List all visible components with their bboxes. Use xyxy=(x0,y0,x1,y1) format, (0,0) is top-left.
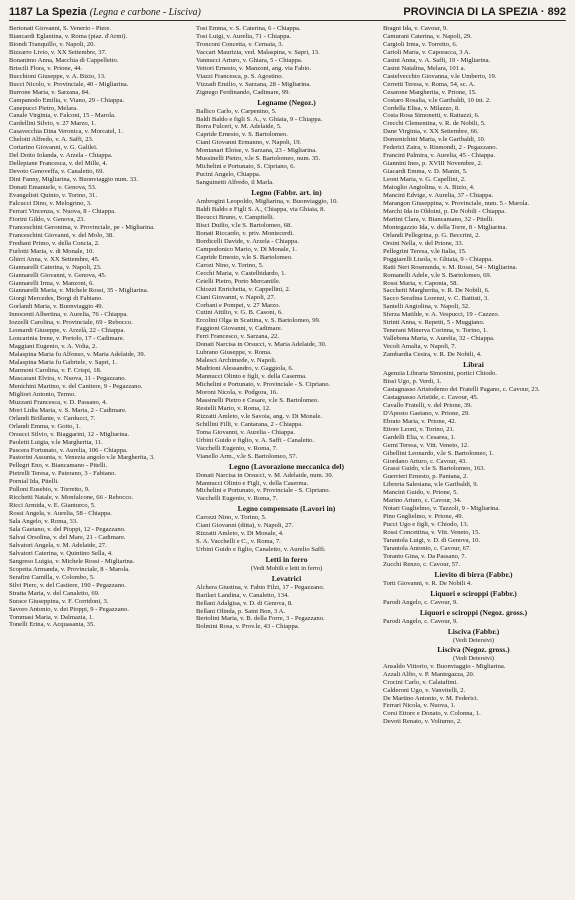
directory-entry: Canepucci Pietro, Melara. xyxy=(9,104,78,112)
directory-entry: Castagnasso Aristide, c. Cavour, 45. xyxy=(383,393,479,401)
directory-entry: Rossi Angela, v. Aurelia, 58 - Chiappa. xyxy=(9,510,112,518)
directory-entry: Vallebona Maria, v. Aurelia, 32 - Chiappa. xyxy=(383,335,495,343)
directory-entry: Mussinelli Pietro, v.le S. Bartolomeo, num. 35. xyxy=(196,155,321,163)
directory-entry: Vannucci Arturo, v. Ghiara, 5 - Chiappa. xyxy=(196,56,303,64)
directory-entry: Campanodo Emilia, v. Viano, 29 - Chiappa. xyxy=(9,96,125,104)
directory-entry: Michelini e Portunato, v. Provinciale - S. Cipriano. xyxy=(196,487,331,495)
directory-entry: Tarantola Antonio, c. Cavour, 67. xyxy=(383,545,471,552)
section-note: (Vedi Detersivi) xyxy=(453,655,494,663)
directory-entry: Cargioli Irma, v. Torretto, 6. xyxy=(383,40,458,48)
directory-entry: Serafini Camilla, v. Colombo, 5. xyxy=(9,573,95,581)
directory-entry: Dane Virginia, v. XX Settembre, 66. xyxy=(383,128,479,136)
directory-entry: Becucci Bruno, v. Campitelli. xyxy=(196,214,275,222)
directory-entry: Vacchelli Eugenio, v. Roma, 7. xyxy=(196,495,278,503)
directory-entry: Chelotti Alfredo, v. A. Saffi, 23. xyxy=(9,136,94,144)
directory-entry: Briscili Flora, v. Prione, 44. xyxy=(9,64,83,72)
directory-entry: Strinti Anna, v. Repetti, 5 - Muggiano. xyxy=(383,319,485,327)
directory-entry: Ciani Giovanni Ermanno, v. Napoli, 19. xyxy=(196,139,302,147)
directory-entry: Notari Guglielmo, v. Tazzoli, 9 - Migliarina. xyxy=(383,505,500,513)
directory-entry: Carozi Nino, v. Torino, 5. xyxy=(196,261,264,269)
directory-entry: Martini Clara, v. Biancamano, 32 - Pitelli. xyxy=(383,215,494,223)
directory-entry: Bonati Riccardo, v. priv. Montecerdi. xyxy=(196,229,295,237)
directory-entry: Bertolini Maria, v. B. della Forre, 3 - Pegazzano. xyxy=(196,615,325,623)
directory-entry: Tonelli Erina, v. Acquasanta, 35. xyxy=(9,621,95,629)
city-name: La Spezia xyxy=(35,6,87,18)
directory-entry: Salvai Orsolina, v. del Mare, 21 - Cadimare. xyxy=(9,534,126,541)
directory-entry: Baldi Baldo e figli S. A., v. Ghiaia, 9 - Chiappa. xyxy=(196,115,323,123)
directory-entry: Savoro Antonio, v. dei Pioppi, 9 - Pegazzano. xyxy=(9,605,129,613)
directory-entry: Giordano Arturo, c. Cavour, 43. xyxy=(383,457,467,465)
directory-entry: Federici Zaira, v. Rismondi, 2 - Pegazzano. xyxy=(383,144,498,152)
header-left xyxy=(9,6,201,18)
directory-entry: Carioli Maria, v. Caporacca, 3 A. xyxy=(383,48,471,56)
directory-entry: Maggiani Eugenio, v. A. Volta, 2. xyxy=(9,343,97,351)
directory-entry: Cortarino Giovanni, v. G. Galilei. xyxy=(9,144,98,152)
directory-entry: Restelli Mario, v. Roma, 12. xyxy=(196,404,271,412)
directory-entry: Fiorini Gildo, v. Genova, 23. xyxy=(9,215,86,223)
directory-entry: Sacco Serafina Lorenzi, v. C. Battisti, 3. xyxy=(383,295,489,303)
directory-entry: Mannucci Olinto e Figli, v. della Caserma. xyxy=(196,479,309,487)
directory-entry: Iozzelli Carolina, v. Provinciale, 69 - Rebocco. xyxy=(9,319,133,327)
directory-entry: Giannarelli Irma, v. Manzoni, 6. xyxy=(9,279,94,287)
directory-entry: Bucchioni Giuseppe, v. A. Bizio, 13. xyxy=(9,72,106,80)
directory-entry: Scopetta Armanda, v. Provinciale, 8 - Marola. xyxy=(9,565,130,573)
column-1 xyxy=(9,25,190,726)
directory-entry: Tenerani Minerva Corinna, v. Torino, 1. xyxy=(383,327,488,335)
directory-entry: Mancini Edvige, v. Aurelia, 37 - Chiappa. xyxy=(383,192,494,200)
directory-entry: Innocenti Albertina, v. Aurelia, 76 - Chiappa. xyxy=(9,311,128,319)
directory-entry: S. A. Vacchelli e C., v. Roma, 7. xyxy=(196,538,281,546)
directory-entry: Sala Gaetano, v. del Pioppi, 12 - Pegazzano. xyxy=(9,526,126,534)
directory-entry: Bisci Duilio, v.le S. Bartolomeo, 68. xyxy=(196,221,292,229)
directory-entry: Francini Palmira, v. Aurelia, 45 - Chiappa. xyxy=(383,152,496,160)
directory-entry: Azzali Alfio, v. P. Mantegazza, 20. xyxy=(383,670,475,678)
directory-entry: Urbini Guido e figlio, Canaletto, v. Aurelio Saffi. xyxy=(196,546,326,554)
directory-entry: Rossi Concettina, v. Vitt. Veneto, 15. xyxy=(383,529,481,537)
directory-entry: Leoni Maria, v. G. Capellini, 2. xyxy=(383,176,466,184)
directory-entry: Dini Fanny, Migliarina, v. Buonviaggio num. 33. xyxy=(9,176,138,184)
directory-entry: Pornial Ida, Pitelli. xyxy=(9,478,59,486)
directory-entry: Malesci Archimede, v. Napoli. xyxy=(196,357,277,365)
directory-entry: Furlotti Maria, v. di Monale, 10. xyxy=(9,247,95,255)
directory-entry: Rizzatti Amleto, v. Di Monale, 4. xyxy=(196,530,284,538)
directory-entry: Vizzadi Emilio, v. Sarzana, 28 - Migliarina. xyxy=(196,80,311,88)
directory-entry: Vettori Ernesto, v. Manzoni, ang. via Fabio. xyxy=(196,64,312,72)
directory-entry: Gorlandi Maria, v. Buonviaggio 49. xyxy=(9,303,104,311)
directory-entry: Costa Rosa Simonetti, v. Rattazzi, 6. xyxy=(383,112,480,120)
directory-entry: Del Dotto Iolanda, v. Arzela - Chiappa. xyxy=(9,152,113,160)
directory-entry: Giannarelli Maria, v. Michele Rossi, 35 - Migliarina. xyxy=(9,287,149,295)
directory-entry: Santelli Angiolina, v. Napoli, 32. xyxy=(383,303,470,311)
directory-entry: Casini Natalina, Melara, 101 a. xyxy=(383,64,466,72)
directory-entry: Franceschini Giovanni, v. del Molo, 38. xyxy=(9,231,114,239)
directory-entry: Devoto Genoveffa, v. Canaletto, 69. xyxy=(9,168,105,176)
directory-entry: Borra Fulceri, v. M. Adelaide, 5. xyxy=(196,123,282,131)
section-heading: Legno (Fabbr. art. in) xyxy=(251,188,322,198)
directory-entry: Agenzia Libraria Simonini, portici Chiodo. xyxy=(383,370,497,378)
directory-entry: Orlandi Emma, v. Goito, 1. xyxy=(9,422,81,430)
directory-entry: Cutini Attilio, v. G. B. Casoni, 6. xyxy=(196,309,283,317)
directory-entry: Ansaldo Vittorio, v. Buonviaggio - Migliarina. xyxy=(383,662,506,670)
directory-entry: Castagnasso Aristodemo dei Fratelli Pagano, c. Cavour, 23. xyxy=(383,385,540,393)
directory-entry: Tosi Emma, v. S. Caterina, 6 - Chiappa. xyxy=(196,25,301,32)
directory-entry: Vacchelli Eugenio, v. Roma, 7. xyxy=(196,444,278,452)
section-heading: Liquori e sciroppi (Fabbr.) xyxy=(430,588,517,598)
directory-entry: Surace Giuseppina, v. F. Corridoni, 3. xyxy=(9,597,109,605)
directory-entry: Chiozzi Enrichetta, v. Cappellini, 2. xyxy=(196,285,291,293)
directory-entry: Orlandi Brillante, v. Carducci, 7. xyxy=(9,414,96,422)
directory-entry: Gibellini Leonardo, v.le S. Bartolomeo, 1. xyxy=(383,449,494,457)
page-number: 1187 xyxy=(9,6,33,18)
directory-entry: Ciani Giovanni (ditta), v. Napoli, 27. xyxy=(196,522,294,530)
directory-entry: Pulloni Eusebio, v. Torretto, 9. xyxy=(9,486,90,494)
directory-entry: Barilari Landina, v. Canaletto, 134. xyxy=(196,591,289,599)
directory-entry: Corsi Ettore e Donato, v. Colonna, 1. xyxy=(383,710,481,718)
directory-entry: Madrioni Alessandro, v. Gaggiola, 6. xyxy=(196,365,294,373)
header-right: PROVINCIA DI LA SPEZIA · 892 xyxy=(403,6,566,18)
province-title: PROVINCIA DI LA SPEZIA xyxy=(403,6,538,18)
directory-entry: Ratti Neri Rosmunda, v. M. Rossi, 54 - Migliarina. xyxy=(383,263,518,271)
directory-entry: Donati Narcisa in Orsucci, v. M. Adelaide, num. 30. xyxy=(196,471,334,479)
directory-entry: Mori Lidia Maria, v. S. Maria, 2 - Cadimare. xyxy=(9,406,127,414)
directory-entry: Mannucci Olinto e figli, v. della Caserma. xyxy=(196,373,307,381)
directory-entry: Muzzani Francesca, v. D. Passano, 4. xyxy=(9,398,108,406)
directory-entry: Bizzarro Livio, v. XX Settembre, 37. xyxy=(9,48,107,56)
directory-entry: Corbani e Pompei, v. 27 Marzo. xyxy=(196,301,281,309)
directory-entry: Zambardia Cesira, v. R. De Nobili, 4. xyxy=(383,351,482,359)
directory-entry: Capride Ernesto, v.le S. Bartolomeo. xyxy=(196,253,293,261)
section-note: (Vedi Mobili e letti in ferro) xyxy=(250,565,323,573)
directory-entry: Cavallo Fratelli, v. del Prione, 39. xyxy=(383,401,473,409)
directory-entry: Pastorini Assunta, v. Venezia angolo v.le Margherita, 3. xyxy=(9,454,155,462)
section-heading: Letti in ferro xyxy=(265,555,308,565)
directory-entry: Salvatori Caterina, v. Quintino Sella, 4. xyxy=(9,549,113,557)
directory-entry: Zignego Ferdinando, Cadimare, 99. xyxy=(196,88,291,96)
directory-entry: Gardelli Elia, v. Cesarea, 1. xyxy=(383,433,456,441)
directory-entry: Orsucci Silvio, v. Biaggarini, 12 - Migliarina. xyxy=(9,430,130,438)
section-heading: Lievito di birra (Fabbr.) xyxy=(434,569,513,579)
section-heading: Liquori e sciroppi (Negoz. gross.) xyxy=(419,607,528,617)
directory-entry: Sanguinetti Alfredo, il Marla. xyxy=(196,179,274,187)
directory-entry: Bordicelli Davide, v. Arzela - Chiappa. xyxy=(196,237,299,245)
section-heading: Legname (Negoz.) xyxy=(257,97,316,107)
directory-entry: De Martino Antonio, v. M. Federici. xyxy=(383,694,479,702)
directory-entry: Donati Emanuele, v. Genova, 53. xyxy=(9,184,97,192)
directory-entry: Romanelli Adele, v.le S. Bartolomeo, 69. xyxy=(383,271,492,279)
directory-entry: Parodi Angelo, c. Cavour, 9. xyxy=(383,598,458,606)
directory-entry: Lubrano Giuseppe, v. Roma. xyxy=(196,349,272,357)
directory-entry: Paoletti Luigia, v.le Margherita, 11. xyxy=(9,438,103,446)
directory-entry: Vianello Arm., v.le S. Bartolomeo, 57. xyxy=(196,452,298,460)
directory-entry: Loncarinia Irene, v. Portolo, 17 - Cadimare. xyxy=(9,335,125,343)
directory-entry: Sala Angelo, v. Roma, 33. xyxy=(9,518,78,526)
directory-entry: Capride Ernesto, v. S. Bartolomeo. xyxy=(196,131,288,139)
directory-entry: Pucci Ugo e figli, v. Chiodo, 13. xyxy=(383,521,469,529)
directory-entry: Biancardi Eglantina, v. Roma (piaz. d'Armi). xyxy=(9,32,128,40)
directory-entry: Faggioni Giovanni, v. Cadimare. xyxy=(196,325,283,333)
directory-entry: Mascarani Elvira, v. Nuova, 11 - Pegazzano. xyxy=(9,374,127,382)
directory-entry: Gerni Teresa, v. Vitt. Veneto, 12. xyxy=(383,441,469,449)
directory-entry: Ricci Armida, v. E. Gianturco, 5. xyxy=(9,502,96,510)
directory-entry: Domenichini Maria, v.le Garibaldi, 10. xyxy=(383,136,486,144)
directory-entry: Giannarelli Giovanni, v. Genova, 45. xyxy=(9,271,107,279)
directory-entry: Michelini e Portunato, v. Provinciale - S. Cipriano. xyxy=(196,381,331,389)
directory-entry: Canale Virginia, v. Falconi, 15 - Marola. xyxy=(9,112,116,120)
directory-entry: Tarantola Luigi, v. D. di Genova, 10. xyxy=(383,537,481,545)
directory-entry: Marino Arturo, c. Cavour, 34. xyxy=(383,497,462,505)
directory-entry: Pucini Angelo, Chiappa. xyxy=(196,171,261,179)
directory-entry: Ebrato Maria, v. Prione, 42. xyxy=(383,417,457,425)
directory-entry: Pascera Fortunato, v. Aurelia, 106 - Chiappa. xyxy=(9,446,128,454)
directory-entry: Moroni Nicola, v. Podgora, 16. xyxy=(196,388,278,396)
directory-entry: Pietrelli Teresa, v. Paterano, 3 - Fabiano. xyxy=(9,470,117,478)
directory-entry: Marmoni Carolina, v. F. Crispi, 18. xyxy=(9,366,102,374)
directory-entry: Ferri Francesco, v. Sarzana, 22. xyxy=(196,333,280,341)
directory-entry: Cecchi Maria, v. Castelbidardo, 1. xyxy=(196,269,287,277)
directory-entry: Montegazzio Ida, v. della Torre, 8 - Migliarina. xyxy=(383,223,508,231)
directory-entry: Urbini Guido e figlio, v. A. Saffi - Canaletto. xyxy=(196,436,315,444)
directory-entry: Frediani Primo, v. della Concia, 2. xyxy=(9,239,100,247)
directory-entry: Vaccari Maurizia, ved. Malaspina, v. Sapri, 13. xyxy=(196,48,320,56)
directory-entry: Bissi Ugo, p. Verdi, 1. xyxy=(383,377,442,385)
directory-entry: Ferrari Vincenza, v. Nuova, 8 - Chiappa. xyxy=(9,207,116,215)
directory-entry: Ballico Carlo, v. Carpenino, 5. xyxy=(196,107,277,115)
directory-entry: Viazzi Francesca, p. S. Agostino. xyxy=(196,72,284,80)
directory-entry: Silvi Pierc, v. del Castiere, 190 - Pegazzano. xyxy=(9,581,126,589)
section-note: (Vedi Detersivi) xyxy=(453,636,494,644)
section-heading: Legno compensato (Lavori in) xyxy=(237,504,336,514)
directory-entry: D'Aposto Gaetano, v. Prione, 29. xyxy=(383,409,470,417)
directory-entry: Torti Giovanni, v. R. De Nobili 4. xyxy=(383,579,472,587)
directory-entry: Tommasi Maria, v. Dalmazia, 1. xyxy=(9,613,94,621)
section-heading: Levatrici xyxy=(271,573,302,583)
section-heading: Lisciva (Fabbr.) xyxy=(447,626,500,636)
directory-entry: Evangelisti Quinto, v. Torino, 31. xyxy=(9,192,97,200)
directory-entry: Biondi Tranquillo, v. Napoli, 20. xyxy=(9,40,96,48)
directory-entry: Devoti Renato, v. Volturno, 2. xyxy=(383,718,462,726)
directory-entry: Giorgi Mercedes, Borgi di Fabiano. xyxy=(9,295,103,303)
directory-entry: Michelini e Portunato, S. Cipriano, 6. xyxy=(196,163,296,171)
directory-entry: Dellepiane Francesca, v. del Mille, 4. xyxy=(9,160,108,168)
directory-entry: Cesarone Margherita, v. Prione, 15. xyxy=(383,88,477,96)
page-header xyxy=(9,6,566,21)
directory-entry: Falcucci Dino, v. Melogrino, 3. xyxy=(9,199,92,207)
directory-entry: Baldi Baldo e Figli S. A., Chiappa, via Ghiaia, 8. xyxy=(196,206,326,214)
directory-entry: Carozzi Nino, v. Torino, 5. xyxy=(196,514,267,522)
directory-entry: Pellegrini Teresa, v.le Italia, 15. xyxy=(383,247,467,255)
directory-entry: Costaro Rosalia, v.le Garibaldi, 10 int. 2. xyxy=(383,96,491,104)
directory-entry: Bellani Adalgisa, v. D. di Genova, 8. xyxy=(196,599,293,607)
directory-entry: Leonardi Giuseppe, v. Arzelà, 22 - Chiappa. xyxy=(9,327,126,335)
directory-entry: Salvatori Angela, v. M. Adelaide, 27. xyxy=(9,541,107,549)
directory-entry: Donati Narcisa in Orsucci, v. Maria Adelaide, 30. xyxy=(196,341,327,349)
directory-entry: Bellani Olinda, p. Saint Bon, 3 A. xyxy=(196,607,286,615)
directory-entry: Crecchi Clementina, v. R. de Nobili, 5. xyxy=(383,120,486,128)
directory-entry: Malaspina Maria fu Gabriele, v. Sapri, 1. xyxy=(9,359,117,367)
directory-entry: Cetelli Pietro, Porto Mercantile. xyxy=(196,277,281,285)
directory-entry: Massinelli Pietro e Cesare, v.le S. Bartolomeo. xyxy=(196,396,319,404)
directory-entry: Malaspina Maria fu Alfonso, v. Maria Adelaide, 39. xyxy=(9,351,146,359)
directory-entry: Toma Giovanni, v. Aurelia - Chiappa. xyxy=(196,428,296,436)
section-heading: Legno (Lavorazione meccanica del) xyxy=(229,461,344,471)
directory-entry: Crocini Carlo, v. Calatafimi. xyxy=(383,678,459,686)
columns xyxy=(9,25,566,726)
directory-entry: Schillini Filli, v. Cantarana, 2 - Chiappa. xyxy=(196,420,303,428)
directory-entry: Camurani Caterina, v. Napoli, 29. xyxy=(383,32,472,40)
directory-entry: Casavecchia Dina Veronica, v. Morcatel, 1. xyxy=(9,128,123,136)
directory-entry: Mancini Guido, v. Prione, 5. xyxy=(383,489,459,497)
directory-entry: Stratta Maria, v. del Canaletto, 69. xyxy=(9,589,100,597)
directory-entry: Franceschini Geronima, v. Provinciale, pe - Migliarina. xyxy=(9,223,155,231)
column-3 xyxy=(383,25,564,726)
directory-entry: Ambrogini Leopoldo, Migliarina, v. Buonviaggio, 10. xyxy=(196,198,339,206)
directory-entry: Sferza Matilde, v. A. Vespucci, 19 - Cazzeo. xyxy=(383,311,500,319)
directory-entry: Pellegri Eno, v. Biancamano - Pitelli. xyxy=(9,462,108,470)
directory-entry: Giacardi Emma, v. D. Manin, 5. xyxy=(383,168,468,176)
directory-entry: Maioglio Angiolina, v. A. Bizio, 4. xyxy=(383,184,475,192)
directory-entry: Sacchetti Margherita, v. R. De Nobili, 6. xyxy=(383,287,490,295)
directory-entry: Parodi Angelo, c. Cavour, 9. xyxy=(383,617,458,625)
directory-entry: Alchera Giustina, v. Fabio Filzi, 17 - Pegazzano. xyxy=(196,583,325,591)
directory-entry: Ercolini Olga in Scattina, v. S. Bartolomeo, 99. xyxy=(196,317,321,325)
directory-entry: Rossi Maria, v. Caponia, 58. xyxy=(383,279,459,287)
section-heading: Lisciva (Negoz. gross.) xyxy=(437,645,510,655)
directory-entry: Ettore Leoni, v. Torino, 21. xyxy=(383,425,455,433)
directory-entry: Guerrieri Ernesto, p. Pantana, 2. xyxy=(383,473,468,481)
directory-entry: Libreria Salesiana, v.le Garibaldi, 9. xyxy=(383,481,479,489)
directory-entry: Bertonati Giovanni, S. Venerio - Piere. xyxy=(9,25,112,32)
directory-entry: Cordella Elisa, v. Milazzo, 8. xyxy=(383,104,460,112)
directory-entry: Bolmini Rosa, v. Prov.le, 43 - Chiappa. xyxy=(196,623,300,631)
directory-entry: Bucci Nicolo, v. Provinciale, 40 - Migliarina. xyxy=(9,80,129,88)
directory-entry: Toranto Gina, v. Da Passano, 7. xyxy=(383,552,467,560)
directory-entry: Rizzatti Amleto, v.le Savoia, ang. v. Di Monale. xyxy=(196,412,323,420)
column-2 xyxy=(196,25,377,726)
directory-entry: Orlandi Pellegrina, p. G. Beccrini, 2. xyxy=(383,231,481,239)
directory-entry: Ciani Giovanni, v. Napoli, 27. xyxy=(196,293,276,301)
directory-entry: Campodonico Mario, v. Di Monale, 1. xyxy=(196,245,297,253)
directory-entry: Calderoni Ugo, v. Vanvitelli, 2. xyxy=(383,686,466,694)
directory-entry: Giannini Ines, p. XVIII Novembre, 2. xyxy=(383,160,483,168)
directory-entry: Marchi Ida in Oldoini, p. De Nobili - Chiappa. xyxy=(383,207,506,215)
directory-entry: Casini Anna, v. A. Saffi, 19 - Migliarina. xyxy=(383,56,491,64)
directory-entry: Castelvecchio Giovanna, v.le Umberto, 19. xyxy=(383,72,497,80)
directory-entry: Menichini Martino, v. del Cantiere, 9 - Pegazzano. xyxy=(9,382,143,390)
section-heading: Librai xyxy=(463,360,484,370)
directory-entry: Montanari Eloise, v. Sarzana, 23 - Migliarina. xyxy=(196,147,317,155)
directory-entry: Zucchi Renzo, c. Cavour, 57. xyxy=(383,560,461,568)
directory-entry: Burrone Maria, v. Sarzana, 84. xyxy=(9,88,90,96)
right-page-number: 892 xyxy=(547,6,566,18)
directory-entry: Ghirri Anna, v. XX Settembre, 45. xyxy=(9,255,100,263)
directory-entry: Ferrari Nicola, v. Nuova, 1. xyxy=(383,702,456,710)
page-subtitle: (Legna e carbone - Lisciva) xyxy=(89,7,201,18)
directory-entry: Grassi Guido, v.le S. Bartolomeo, 163. xyxy=(383,465,486,473)
directory-entry: Marangon Giuseppina, v. Provinciale, num. 5 - Marola. xyxy=(383,199,530,207)
directory-entry: Cardellini Silvio, v. 27 Marzo, 1. xyxy=(9,120,96,128)
directory-entry: Bragni Ida, v. Cavour, 9. xyxy=(383,25,448,32)
directory-entry: Orsini Nella, v. del Prione, 33. xyxy=(383,239,464,247)
directory-entry: Poggiarelli Lisola, v. Ghiaia, 9 - Chiappa. xyxy=(383,255,493,263)
directory-entry: Tosi Luigi, v. Aurelia, 71 - Chiappa. xyxy=(196,32,292,40)
directory-entry: Sangreso Luigia, v. Michele Rossi - Migliarina. xyxy=(9,557,135,565)
directory-entry: Ricchetti Natale, v. Monfalcone, 66 - Rebocco. xyxy=(9,494,134,502)
directory-entry: Giannarelli Caterina, v. Napoli, 23. xyxy=(9,263,102,271)
directory-entry: Tronconi Concetta, v. Cernaia, 3. xyxy=(196,40,284,48)
directory-entry: Bonanimo Anna, Macchia di Cappelletto. xyxy=(9,56,119,64)
directory-entry: Vecoli Amalia, v. Napoli, 7. xyxy=(383,343,457,351)
directory-entry: Cerretti Teresa, v. Roma, 54, sc. A. xyxy=(383,80,476,88)
directory-entry: Pino Guglielmo, v. Prione, 49. xyxy=(383,513,464,521)
directory-entry: Migliori Antonio, Termo. xyxy=(9,390,76,398)
